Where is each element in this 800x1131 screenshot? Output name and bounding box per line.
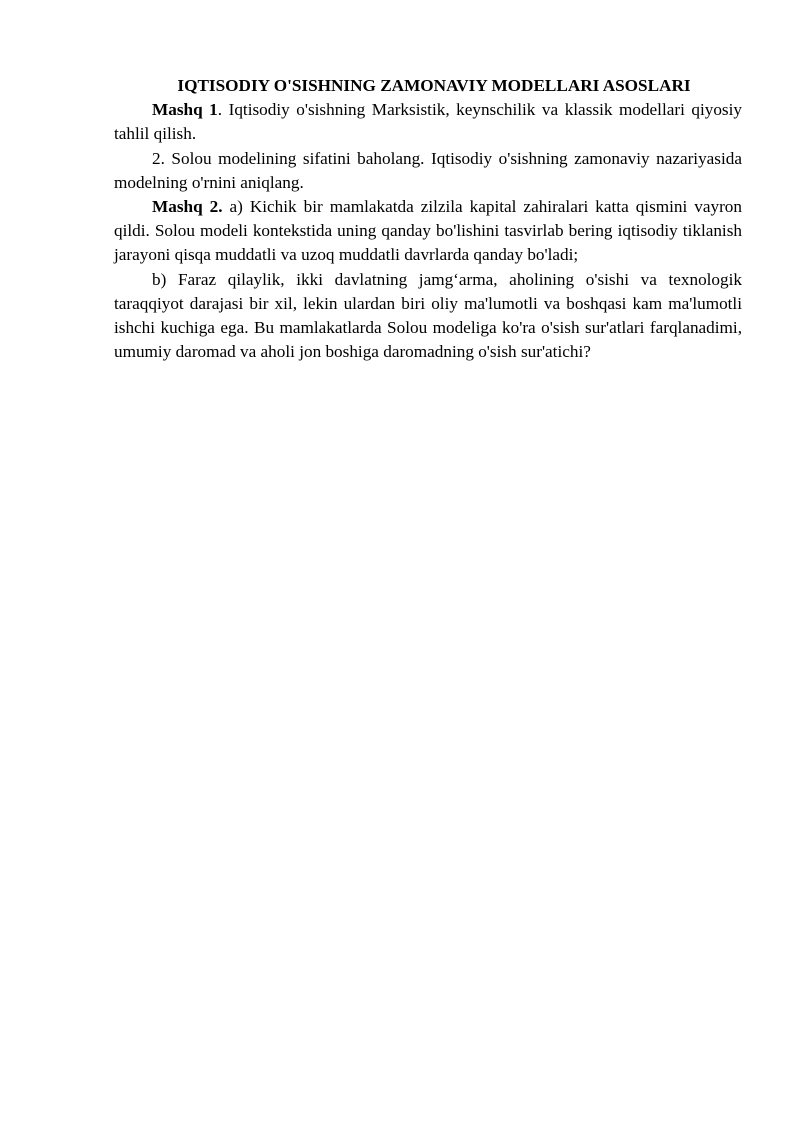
document-title: IQTISODIY O'SISHNING ZAMONAVIY MODELLARI ASOSLARI — [177, 76, 691, 95]
exercise-1-label: Mashq 1 — [152, 100, 218, 120]
document-page — [114, 74, 742, 364]
exercise-2-label: Mashq 2. — [152, 197, 223, 217]
exercise-2-paragraph — [114, 195, 742, 268]
exercise-2-part-b-text: b) Faraz qilaylik, ikki davlatning jamg‘arma, aholining o'sishi va texnologik taraqqiyot darajasi bir xil, lekin ulardan biri oliy ma'lumotli va boshqasi kam ma'lumotli ishchi kuchiga ega. Bu mamlakatlarda Solou modeliga ko'ra o'sish sur'atlari farqlanadimi, umumiy daromad va aholi jon boshiga daromadning o'sish sur'atichi? — [114, 269, 742, 362]
exercise-2-part-a-text: a) Kichik bir mamlakatda zilzila kapital zahiralari katta qismini vayron qildi. Solou modeli kontekstida uning qanday bo'lishini tasvirlab bering iqtisodiy tiklanish jarayoni qisqa muddatli va uzoq muddatli davrlarda qanday bo'ladi; — [114, 197, 742, 265]
exercise-2-part-b-paragraph — [114, 268, 742, 365]
exercise-1-item-2-paragraph — [114, 147, 742, 195]
exercise-1-paragraph — [114, 98, 742, 146]
exercise-1-item-2-text: 2. Solou modelining sifatini baholang. Iqtisodiy o'sishning zamonaviy nazariyasida modelning o'rnini aniqlang. — [114, 148, 742, 192]
exercise-1-text: . Iqtisodiy o'sishning Marksistik, keynschilik va klassik modellari qiyosiy tahlil qilish. — [114, 100, 742, 144]
